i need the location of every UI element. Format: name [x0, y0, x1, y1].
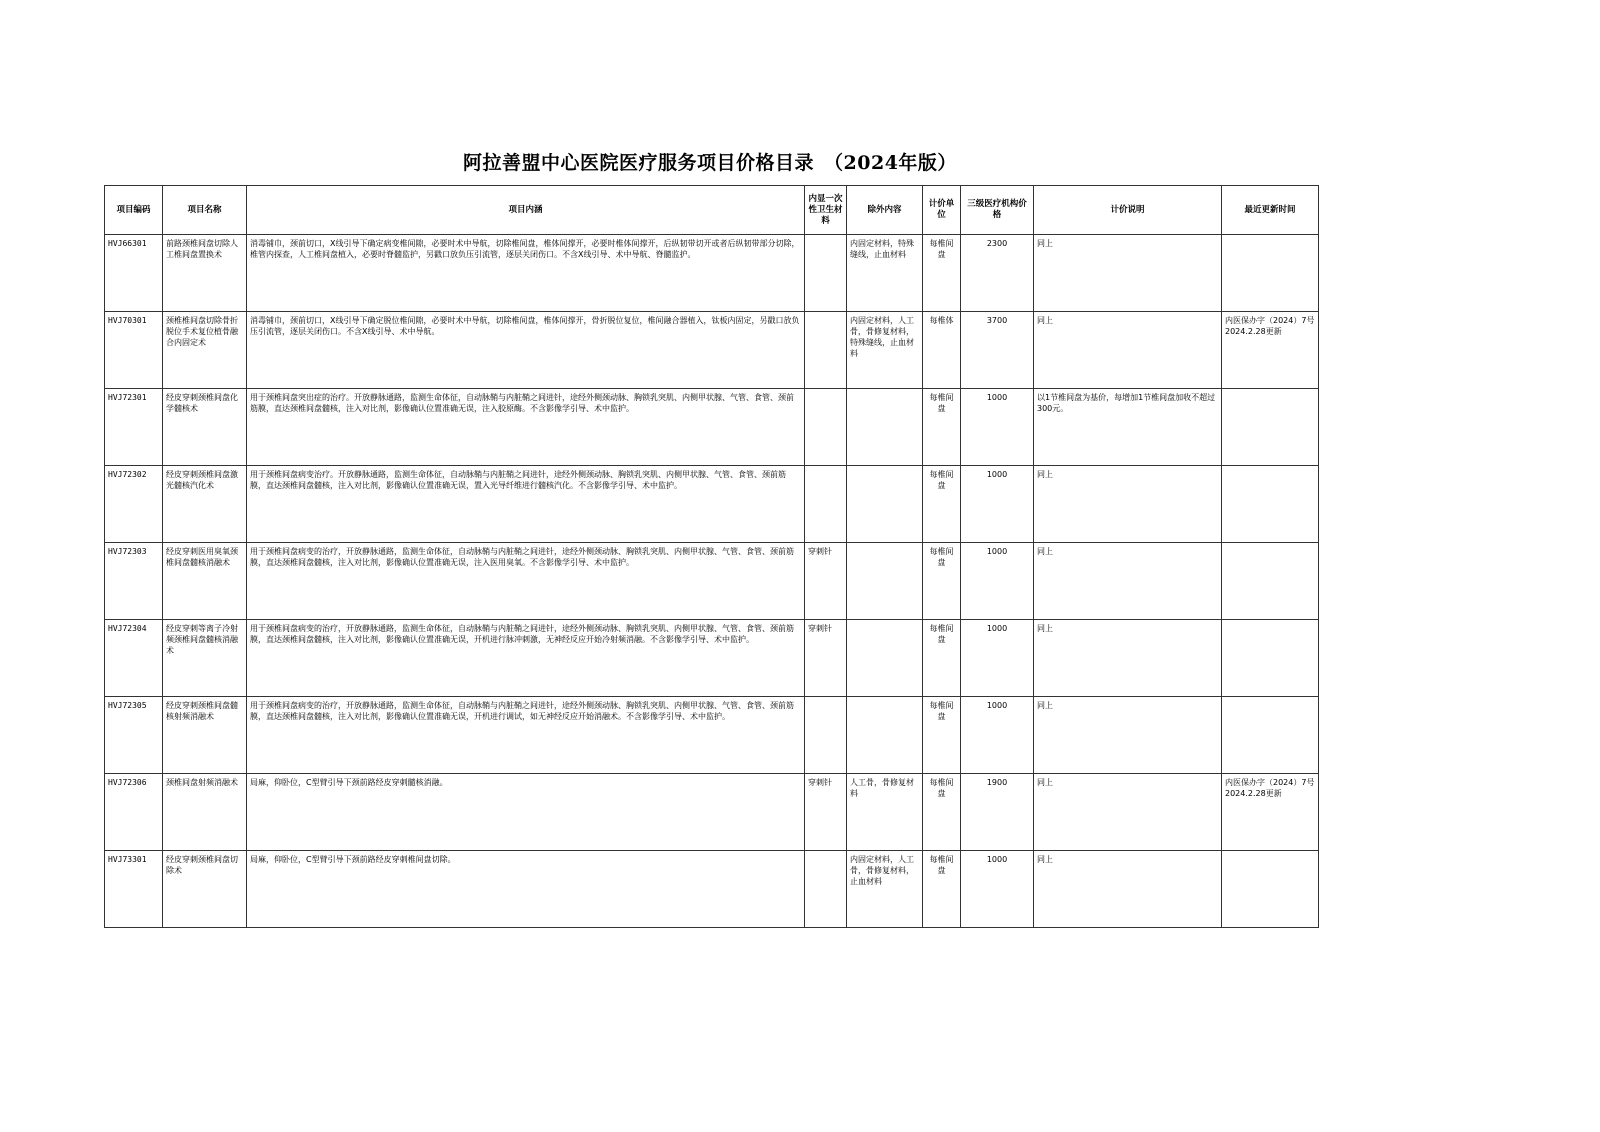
- item-content: 用于颈椎间盘病变治疗。开放静脉通路，监测生命体征，自动脉鞘与内脏鞘之间进针，途经外侧颈动脉、胸锁乳突肌、内侧甲状腺、气管、食管、颈前筋膜，直达颈椎间盘髓核，注入对比剂，影像确认位置准确无误，置入光导纤维进行髓核汽化。不含影像学引导、术中监护。: [247, 466, 805, 543]
- table-row: [105, 697, 1319, 774]
- item-unit: 每椎间盘: [923, 851, 961, 928]
- item-code: HVJ72305: [105, 697, 163, 774]
- item-notes: 以1节椎间盘为基价，每增加1节椎间盘加收不超过300元。: [1034, 389, 1222, 466]
- item-updated: [1222, 235, 1319, 312]
- item-updated: [1222, 851, 1319, 928]
- item-name: 颈椎间盘射频消融术: [163, 774, 247, 851]
- item-consumables: [805, 697, 847, 774]
- item-code: HVJ72306: [105, 774, 163, 851]
- item-updated: [1222, 389, 1319, 466]
- item-code: HVJ72303: [105, 543, 163, 620]
- item-exclusions: 内固定材料，特殊缝线，止血材料: [847, 235, 923, 312]
- item-exclusions: 人工骨，骨修复材料: [847, 774, 923, 851]
- item-price: 1000: [961, 697, 1034, 774]
- item-content: 用于颈椎间盘突出症的治疗。开放静脉通路，监测生命体征，自动脉鞘与内脏鞘之间进针，途经外侧颈动脉、胸锁乳突肌、内侧甲状腺、气管、食管、颈前筋膜，直达颈椎间盘髓核，注入对比剂，影像确认位置准确无误，注入胶原酶。不含影像学引导、术中监护。: [247, 389, 805, 466]
- item-name: 经皮穿刺颈椎间盘切除术: [163, 851, 247, 928]
- item-consumables: [805, 389, 847, 466]
- item-name: 颈椎椎间盘切除骨折脱位手术复位植骨融合内固定术: [163, 312, 247, 389]
- table-row: [105, 235, 1319, 312]
- document-title: 阿拉善盟中心医院医疗服务项目价格目录 （2024年版）: [463, 152, 957, 174]
- table-row: [105, 466, 1319, 543]
- header-exclusions: 除外内容: [847, 186, 923, 235]
- item-content: 消毒铺巾，颈前切口，X线引导下确定脱位椎间隙，必要时术中导航，切除椎间盘，椎体间撑开，骨折脱位复位，椎间融合器植入，钛板内固定，另戳口放负压引流管，逐层关闭伤口。不含X线引导、术中导航。: [247, 312, 805, 389]
- item-updated: [1222, 543, 1319, 620]
- item-unit: 每椎间盘: [923, 235, 961, 312]
- table-row: [105, 851, 1319, 928]
- item-exclusions: 内固定材料，人工骨，骨修复材料，止血材料: [847, 851, 923, 928]
- item-code: HVJ72304: [105, 620, 163, 697]
- item-updated: 内医保办字（2024）7号 2024.2.28更新: [1222, 774, 1319, 851]
- table-row: [105, 312, 1319, 389]
- table-row: [105, 620, 1319, 697]
- item-code: HVJ70301: [105, 312, 163, 389]
- item-content: 局麻，仰卧位，C型臂引导下颈前路经皮穿刺髓核消融。: [247, 774, 805, 851]
- header-updated: 最近更新时间: [1222, 186, 1319, 235]
- item-unit: 每椎体: [923, 312, 961, 389]
- item-price: 1000: [961, 620, 1034, 697]
- header-content: 项目内涵: [247, 186, 805, 235]
- item-notes: 同上: [1034, 312, 1222, 389]
- item-consumables: [805, 851, 847, 928]
- item-content: 用于颈椎间盘病变的治疗，开放静脉通路，监测生命体征，自动脉鞘与内脏鞘之间进针，途经外侧颈动脉、胸锁乳突肌、内侧甲状腺、气管、食管、颈前筋膜，直达颈椎间盘髓核，注入对比剂，影像确认位置准确无误，注入医用臭氧。不含影像学引导、术中监护。: [247, 543, 805, 620]
- table-row: [105, 543, 1319, 620]
- item-exclusions: [847, 620, 923, 697]
- item-code: HVJ73301: [105, 851, 163, 928]
- header-price: 三级医疗机构价格: [961, 186, 1034, 235]
- item-unit: 每椎间盘: [923, 697, 961, 774]
- item-name: 经皮穿刺颈椎间盘激光髓核汽化术: [163, 466, 247, 543]
- table-row: [105, 774, 1319, 851]
- item-unit: 每椎间盘: [923, 389, 961, 466]
- item-updated: 内医保办字（2024）7号 2024.2.28更新: [1222, 312, 1319, 389]
- item-name: 经皮穿刺等离子冷射频颈椎间盘髓核消融术: [163, 620, 247, 697]
- item-exclusions: [847, 389, 923, 466]
- item-notes: 同上: [1034, 466, 1222, 543]
- item-notes: 同上: [1034, 774, 1222, 851]
- item-updated: [1222, 697, 1319, 774]
- item-content: 局麻，仰卧位，C型臂引导下颈前路经皮穿刺椎间盘切除。: [247, 851, 805, 928]
- item-notes: 同上: [1034, 543, 1222, 620]
- item-exclusions: [847, 466, 923, 543]
- item-price: 2300: [961, 235, 1034, 312]
- item-content: 用于颈椎间盘病变的治疗，开放静脉通路，监测生命体征，自动脉鞘与内脏鞘之间进针，途经外侧颈动脉、胸锁乳突肌、内侧甲状腺、气管、食管、颈前筋膜，直达颈椎间盘髓核，注入对比剂，影像确认位置准确无误，开机进行调试，如无神经反应开始消融术。不含影像学引导、术中监护。: [247, 697, 805, 774]
- item-exclusions: [847, 697, 923, 774]
- item-price: 1000: [961, 851, 1034, 928]
- item-notes: 同上: [1034, 235, 1222, 312]
- item-content: 用于颈椎间盘病变的治疗，开放静脉通路，监测生命体征，自动脉鞘与内脏鞘之间进针，途经外侧颈动脉、胸锁乳突肌、内侧甲状腺、气管、食管、颈前筋膜，直达颈椎间盘髓核，注入对比剂，影像确认位置准确无误，开机进行脉冲刺激，无神经反应开始冷射频消融。不含影像学引导、术中监护。: [247, 620, 805, 697]
- item-unit: 每椎间盘: [923, 466, 961, 543]
- item-price: 1900: [961, 774, 1034, 851]
- item-price: 1000: [961, 543, 1034, 620]
- item-exclusions: 内固定材料，人工骨，骨修复材料，特殊缝线，止血材料: [847, 312, 923, 389]
- item-price: 1000: [961, 389, 1034, 466]
- item-code: HVJ72301: [105, 389, 163, 466]
- item-consumables: [805, 235, 847, 312]
- item-updated: [1222, 620, 1319, 697]
- header-consumables: 内显一次性卫生材料: [805, 186, 847, 235]
- item-unit: 每椎间盘: [923, 620, 961, 697]
- item-content: 消毒铺巾，颈前切口，X线引导下确定病变椎间隙，必要时术中导航，切除椎间盘，椎体间撑开，必要时椎体间撑开，后纵韧带切开或者后纵韧带部分切除，椎管内探查，人工椎间盘植入，必要时脊髓监护，另戳口放负压引流管，逐层关闭伤口。不含X线引导、术中导航、脊髓监护。: [247, 235, 805, 312]
- item-consumables: [805, 466, 847, 543]
- item-name: 前路颈椎间盘切除人工椎间盘置换术: [163, 235, 247, 312]
- item-exclusions: [847, 543, 923, 620]
- item-notes: 同上: [1034, 851, 1222, 928]
- item-code: HVJ66301: [105, 235, 163, 312]
- item-consumables: 穿刺针: [805, 543, 847, 620]
- item-consumables: 穿刺针: [805, 774, 847, 851]
- item-notes: 同上: [1034, 620, 1222, 697]
- item-notes: 同上: [1034, 697, 1222, 774]
- header-unit: 计价单位: [923, 186, 961, 235]
- price-table: [104, 185, 1319, 928]
- table-row: [105, 389, 1319, 466]
- item-price: 1000: [961, 466, 1034, 543]
- header-notes: 计价说明: [1034, 186, 1222, 235]
- item-consumables: 穿刺针: [805, 620, 847, 697]
- item-code: HVJ72302: [105, 466, 163, 543]
- table-header-row: [105, 186, 1319, 235]
- item-unit: 每椎间盘: [923, 543, 961, 620]
- item-consumables: [805, 312, 847, 389]
- item-updated: [1222, 466, 1319, 543]
- item-name: 经皮穿刺医用臭氧颈椎间盘髓核消融术: [163, 543, 247, 620]
- header-code: 项目编码: [105, 186, 163, 235]
- item-name: 经皮穿刺颈椎间盘化学髓核术: [163, 389, 247, 466]
- item-unit: 每椎间盘: [923, 774, 961, 851]
- item-price: 3700: [961, 312, 1034, 389]
- header-name: 项目名称: [163, 186, 247, 235]
- item-name: 经皮穿刺颈椎间盘髓核射频消融术: [163, 697, 247, 774]
